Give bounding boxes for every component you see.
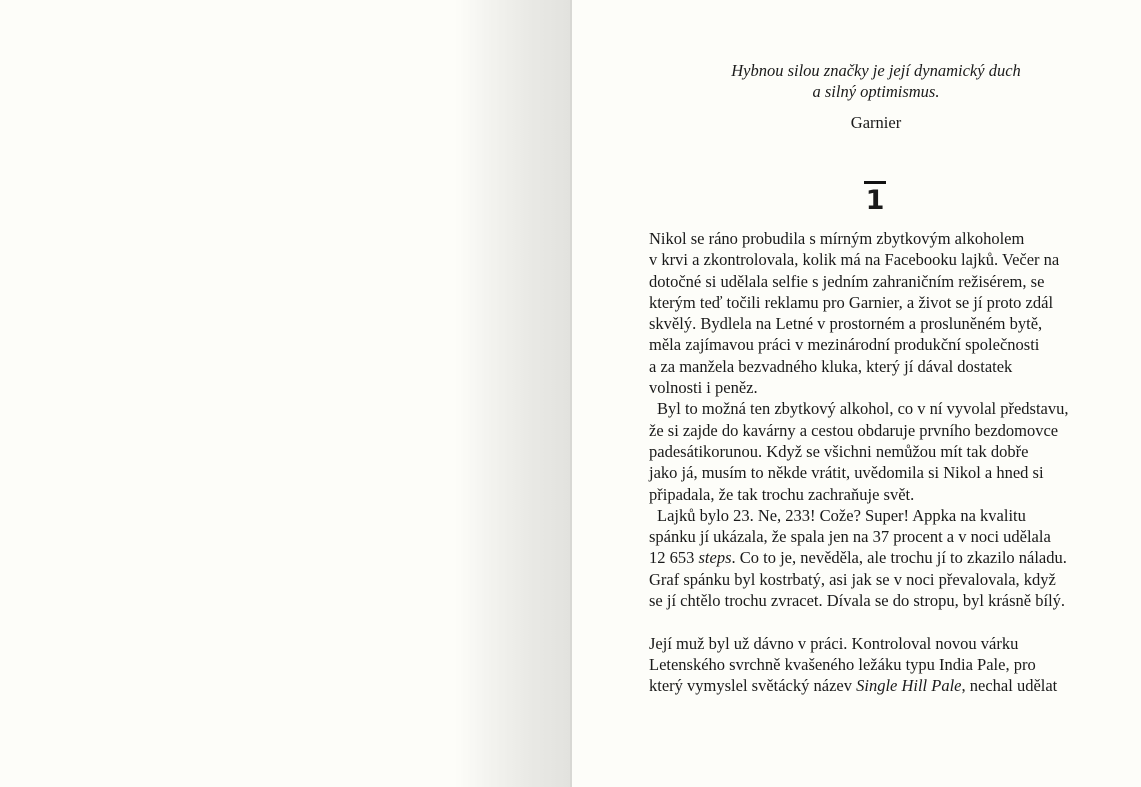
text-line: Její muž byl už dávno v práci. Kontroloval novou várku — [649, 633, 1019, 653]
text-line: skvělý. Bydlela na Letné v prostorném a prosluněném bytě, — [649, 314, 1043, 334]
text-segment: který vymyslel světácký název — [649, 676, 857, 696]
text-segment: . Co to je, nevěděla, ale trochu jí to zkazilo náladu. — [731, 548, 1067, 568]
text-line: měla zajímavou práci v mezinárodní produkční společnosti — [649, 335, 1040, 355]
section-break — [649, 611, 1119, 632]
epigraph-quote — [718, 60, 1034, 103]
text-line: dotočné si udělala selfie s jedním zahraničním režisérem, se — [649, 271, 1045, 291]
text-line — [649, 675, 1119, 696]
text-line: spánku jí ukázala, že spala jen na 37 procent a v noci udělala — [649, 527, 1051, 547]
italic-term: steps — [698, 548, 732, 568]
text-line: že si zajde do kavárny a cestou obdaruje prvního bezdomovce — [649, 420, 1059, 440]
text-line: Graf spánku byl kostrbatý, asi jak se v noci převalovala, když — [649, 569, 1056, 589]
text-line: jako já, musím to někde vrátit, uvědomila si Nikol a hned si — [649, 463, 1044, 483]
epigraph-source: Garnier — [850, 113, 902, 132]
text-line: Lajků bylo 23. Ne, 233! Cože? Super! Appka na kvalitu — [657, 505, 1026, 525]
text-line: Nikol se ráno probudila s mírným zbytkovým alkoholem — [649, 229, 1025, 248]
text-line: se jí chtělo trochu zvracet. Dívala se do stropu, byl krásně bílý. — [649, 591, 1066, 611]
text-line: padesátikorunou. Když se všichni nemůžou mít tak dobře — [649, 441, 1029, 461]
italic-term: Single Hill Pale — [856, 676, 962, 696]
text-line: Byl to možná ten zbytkový alkohol, co v ní vyvolal představu, — [657, 399, 1069, 419]
text-line: v krvi a zkontrolovala, kolik má na Facebooku lajků. Večer na — [649, 250, 1060, 270]
chapter-body-text — [649, 228, 1119, 697]
text-segment: , nechal udělat — [961, 676, 1058, 696]
text-line: kterým teď točili reklamu pro Garnier, a život se jí proto zdál — [649, 292, 1054, 312]
text-line: připadala, že tak trochu zachraňuje svět. — [649, 484, 915, 504]
text-line — [649, 547, 1119, 568]
text-line: Letenského svrchně kvašeného ležáku typu India Pale, pro — [649, 654, 1036, 674]
text-segment: 12 653 — [649, 548, 699, 568]
chapter-number: 1 — [865, 185, 885, 216]
epigraph-line: Hybnou silou značky je její dynamický duch — [731, 61, 1021, 80]
epigraph-line: a silný optimismus. — [812, 82, 940, 102]
text-line: volnosti i peněz. — [649, 378, 758, 398]
text-line: a za manžela bezvadného kluka, který jí dával dostatek — [649, 356, 1013, 376]
